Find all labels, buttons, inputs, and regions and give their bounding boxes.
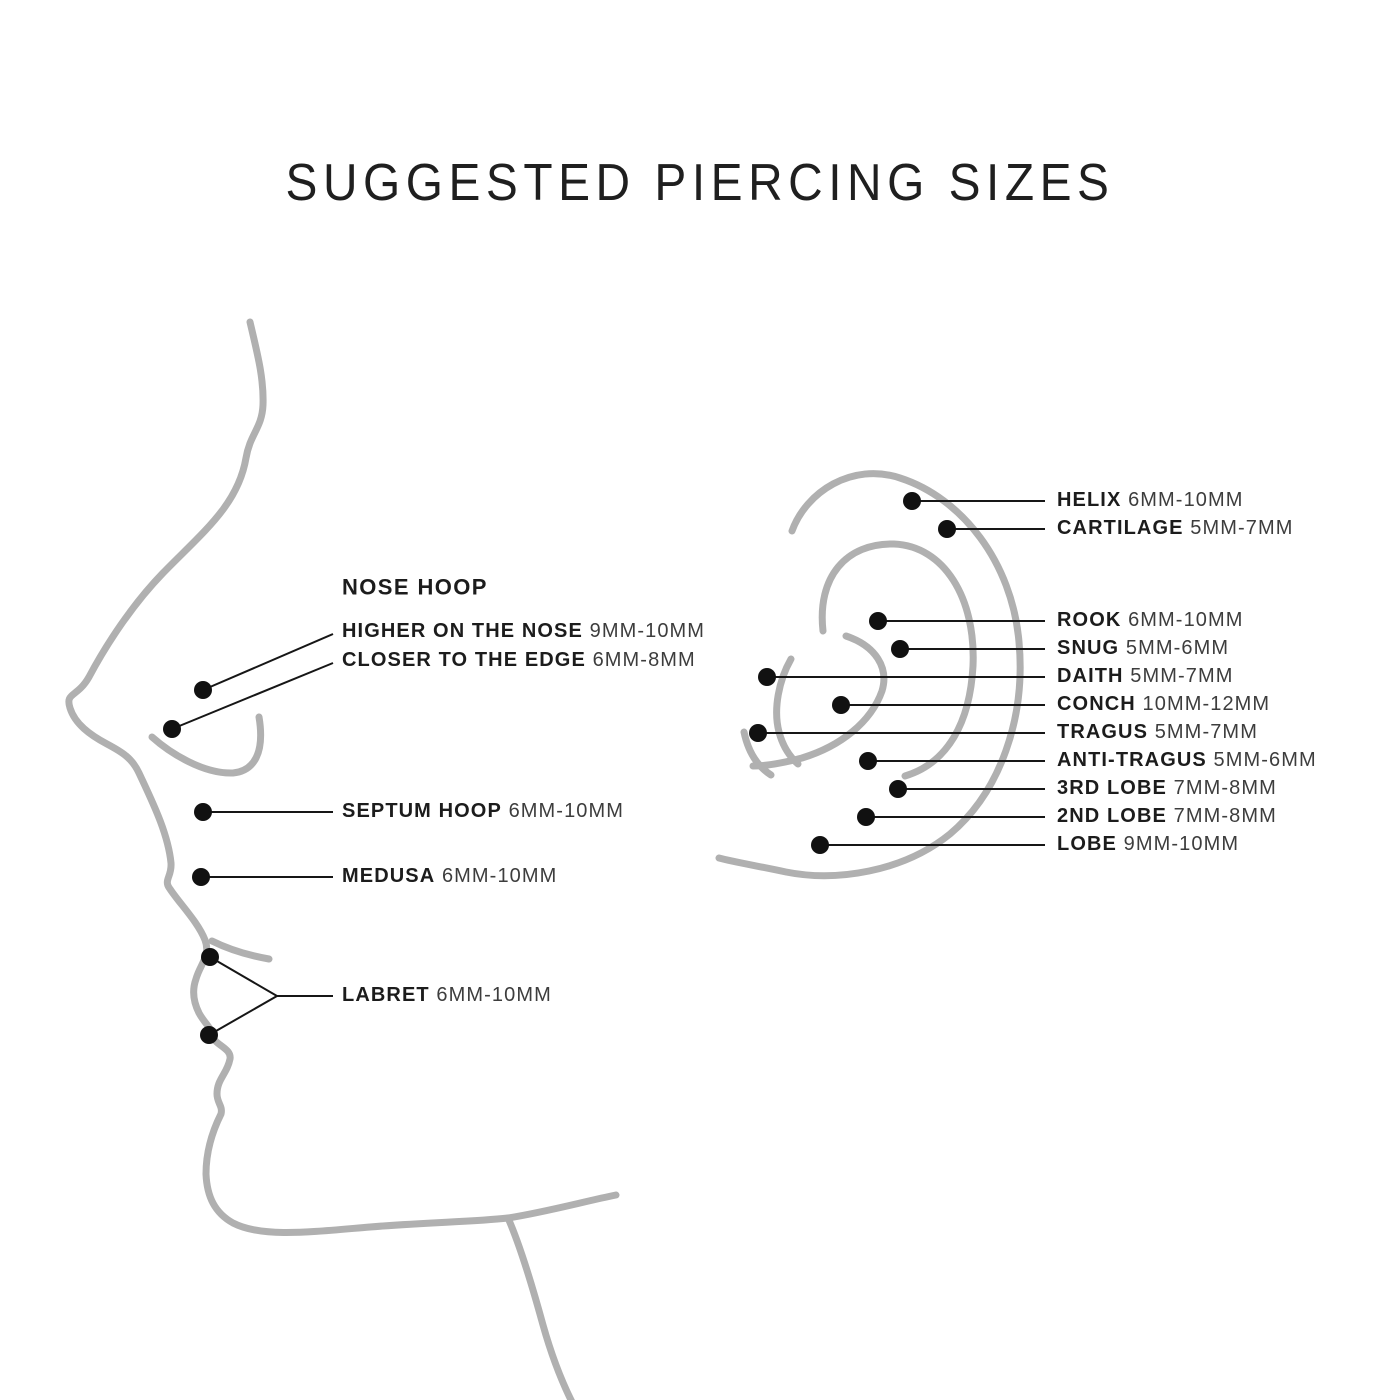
page-title: SUGGESTED PIERCING SIZES [285, 154, 1115, 212]
leader-line-labret [209, 996, 277, 1035]
piercing-name: 3RD LOBE [1057, 777, 1167, 800]
piercing-size: 9MM-10MM [1116, 833, 1240, 856]
piercing-label-conch [1057, 693, 1270, 716]
piercing-size: 6MM-10MM [435, 865, 558, 888]
piercing-size: 9MM-10MM [582, 620, 706, 643]
face-outline-sketch [69, 322, 616, 1233]
piercing-label-snug [1057, 637, 1229, 660]
mouth-line-sketch [212, 941, 269, 959]
piercing-label-tragus [1057, 721, 1258, 744]
piercing-size: 5MM-7MM [1148, 721, 1258, 744]
piercing-size: 6MM-10MM [1121, 609, 1244, 632]
piercing-label-labret [342, 984, 552, 1007]
piercing-label-lobe [1057, 833, 1239, 856]
piercing-size: 7MM-8MM [1166, 777, 1277, 800]
piercing-name: DAITH [1057, 665, 1124, 688]
piercing-dot-daith [758, 668, 776, 686]
piercing-dot-helix [903, 492, 921, 510]
piercing-dot-medusa [192, 868, 210, 886]
annotations-layer [163, 492, 1045, 1044]
piercing-label-helix [1057, 489, 1244, 512]
piercing-name: SEPTUM HOOP [342, 800, 502, 823]
piercing-size: 6MM-8MM [585, 649, 696, 672]
piercing-size: 5MM-7MM [1183, 517, 1294, 540]
piercing-label-higher-on-the-nose [342, 620, 705, 643]
piercing-dot-higher-on-the-nose [194, 681, 212, 699]
piercing-dot-conch [832, 696, 850, 714]
leader-line-labret [210, 957, 333, 996]
piercing-name: ROOK [1057, 609, 1122, 632]
piercing-dot-rook [869, 612, 887, 630]
piercing-name: SNUG [1057, 637, 1120, 660]
piercing-name: CLOSER TO THE EDGE [342, 649, 586, 672]
piercing-label-anti-tragus [1057, 749, 1317, 772]
piercing-size: 5MM-6MM [1119, 637, 1230, 660]
piercing-name: MEDUSA [342, 865, 436, 888]
piercing-size: 6MM-10MM [1121, 489, 1244, 512]
piercing-dot-3rd-lobe [889, 780, 907, 798]
leader-line-closer-to-the-edge [172, 663, 333, 729]
piercing-name: ANTI-TRAGUS [1057, 749, 1207, 772]
piercing-label-septum-hoop [342, 800, 624, 823]
piercing-name: HIGHER ON THE NOSE [342, 620, 583, 643]
neck-sketch [508, 1218, 572, 1400]
piercing-name: CONCH [1057, 693, 1136, 716]
nose-hoop-header: NOSE HOOP [342, 574, 488, 600]
piercing-dot-septum-hoop [194, 803, 212, 821]
piercing-size: 6MM-10MM [429, 984, 552, 1007]
piercing-dot-closer-to-the-edge [163, 720, 181, 738]
piercing-name: TRAGUS [1057, 721, 1149, 744]
face-profile-sketch [69, 322, 616, 1400]
piercing-dot-lobe [811, 836, 829, 854]
piercing-label-3rd-lobe [1057, 777, 1277, 800]
piercing-size: 5MM-7MM [1123, 665, 1234, 688]
piercing-name: HELIX [1057, 489, 1122, 512]
piercing-size: 7MM-8MM [1166, 805, 1277, 828]
piercing-size: 10MM-12MM [1135, 693, 1271, 716]
ear-antihelix-sketch [753, 636, 884, 766]
piercing-dot-anti-tragus [859, 752, 877, 770]
piercing-name: LABRET [342, 984, 430, 1007]
piercing-name: LOBE [1057, 833, 1117, 856]
piercing-name: CARTILAGE [1057, 517, 1184, 540]
piercing-dot-snug [891, 640, 909, 658]
piercing-dot-tragus [749, 724, 767, 742]
piercing-dot-cartilage [938, 520, 956, 538]
piercing-label-medusa [342, 865, 557, 888]
piercing-size: 6MM-10MM [501, 800, 625, 823]
piercing-dot-labret [201, 948, 219, 966]
piercing-label-rook [1057, 609, 1244, 632]
piercing-dot-2nd-lobe [857, 808, 875, 826]
ear-tragus-sketch [777, 659, 798, 764]
piercing-name: 2ND LOBE [1057, 805, 1167, 828]
piercing-label-daith [1057, 665, 1234, 688]
piercing-dot-labret [200, 1026, 218, 1044]
piercing-label-cartilage [1057, 517, 1293, 540]
piercing-size: 5MM-6MM [1206, 749, 1317, 772]
piercing-label-closer-to-the-edge [342, 649, 696, 672]
piercing-label-2nd-lobe [1057, 805, 1277, 828]
leader-line-higher-on-the-nose [203, 634, 333, 690]
